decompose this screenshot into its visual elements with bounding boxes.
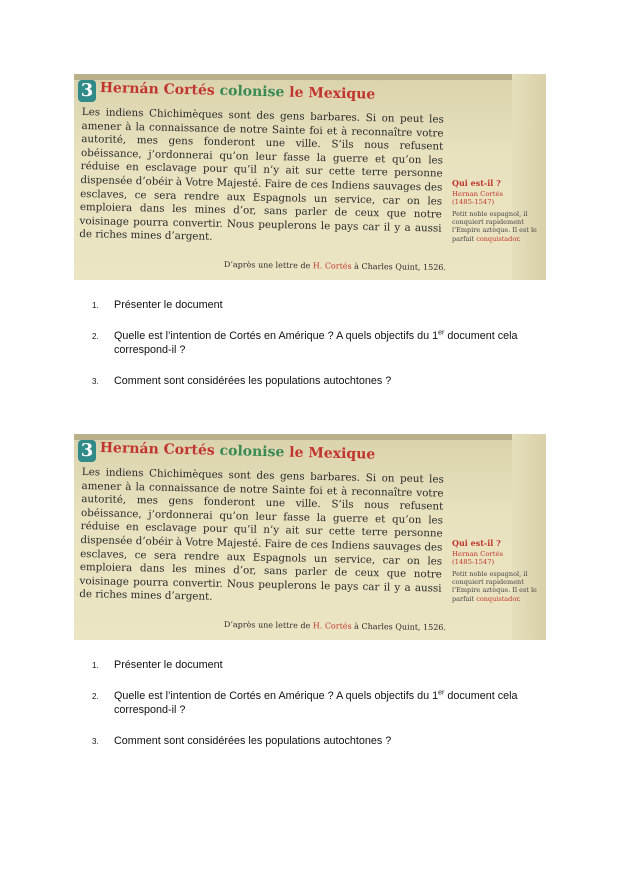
question-text-before: Quelle est l’intention de Cortés en Amérique ? A quels objectifs du 1 bbox=[114, 330, 439, 342]
question-3 bbox=[92, 734, 552, 748]
sidebox-dates: (1485-1547) bbox=[452, 198, 495, 206]
source-author: H. Cortés bbox=[312, 621, 352, 631]
sidebox-highlight: conquistador bbox=[476, 234, 519, 243]
sidebox-highlight: conquistador bbox=[476, 594, 519, 603]
sidebox-name bbox=[452, 550, 544, 566]
document-photo bbox=[74, 74, 546, 280]
question-1 bbox=[92, 658, 552, 672]
source-prefix: D’après une lettre de bbox=[223, 620, 313, 631]
sidebox-description: Petit noble espagnol, il conquiert rapidement l’Empire aztèque. Il est le parfait bbox=[452, 210, 537, 243]
question-sup: er bbox=[438, 689, 445, 697]
document-source bbox=[224, 260, 446, 272]
sidebox-dates: (1485-1547) bbox=[452, 558, 495, 566]
question-number: 3. bbox=[92, 737, 99, 746]
question-text: Présenter le document bbox=[114, 299, 223, 311]
sidebox-text bbox=[452, 570, 544, 603]
source-suffix: à Charles Quint, 1526. bbox=[351, 621, 447, 633]
page-strip bbox=[512, 434, 546, 640]
document-body bbox=[79, 106, 444, 249]
source-prefix: D’après une lettre de bbox=[223, 260, 313, 271]
document-source bbox=[224, 620, 446, 632]
question-1 bbox=[92, 298, 552, 312]
question-number: 2. bbox=[92, 692, 99, 701]
photo-top-edge bbox=[74, 434, 546, 440]
title-part-1: Hernán Cortés bbox=[99, 80, 220, 99]
document-photo bbox=[74, 434, 546, 640]
title-part-3: le Mexique bbox=[289, 84, 376, 103]
question-3 bbox=[92, 374, 552, 388]
sidebox-title: Qui est-il ? bbox=[452, 178, 501, 188]
source-suffix: à Charles Quint, 1526. bbox=[351, 261, 447, 273]
title-part-3: le Mexique bbox=[289, 444, 376, 463]
question-text bbox=[114, 689, 552, 717]
who-is-he-box bbox=[452, 538, 544, 603]
photo-top-edge bbox=[74, 74, 546, 80]
question-2 bbox=[92, 329, 552, 357]
sidebox-description: Petit noble espagnol, il conquiert rapidement l’Empire aztèque. Il est le parfait bbox=[452, 570, 537, 603]
question-number: 1. bbox=[92, 301, 99, 310]
question-text-after: document cela correspond-il ? bbox=[114, 330, 518, 356]
document-number-badge: 3 bbox=[78, 440, 96, 462]
source-author: H. Cortés bbox=[312, 261, 352, 271]
sidebox-name bbox=[452, 190, 544, 206]
document-text: Les indiens Chichimèques sont des gens barbares. Si on peut les amener à la connaissance de notre Sainte foi et à reconnaître votre autorité, mes gens fonderont une ville. S’ils nous refusent obéissance, j’ordonnerai qu’on leur fasse la guerre et qu’on les réduise en esclavage pour qu’il n’y ait sur cette terre personne dispensée d’obéir à Votre Majesté. Faire de ces Indiens sauvages des esclaves, ce sera rendre aux Espagnols un service, car on les emploiera dans les mines d’or, sans parler de ceux que notre voisinage pourra convertir. Nous peuplerons le pays car il y a aussi de riches mines d’argent. bbox=[79, 466, 444, 604]
question-2 bbox=[92, 689, 552, 717]
title-part-1: Hernán Cortés bbox=[99, 440, 220, 459]
document-body bbox=[79, 466, 444, 609]
question-number: 1. bbox=[92, 661, 99, 670]
document-title bbox=[100, 440, 376, 463]
question-text: Comment sont considérées les populations autochtones ? bbox=[114, 375, 392, 387]
sidebox-title: Qui est-il ? bbox=[452, 538, 501, 548]
sidebox-name-text: Hernan Cortés bbox=[452, 550, 503, 558]
document-text: Les indiens Chichimèques sont des gens barbares. Si on peut les amener à la connaissance de notre Sainte foi et à reconnaître votre autorité, mes gens fonderont une ville. S’ils nous refusent obéissance, j’ordonnerai qu’on leur fasse la guerre et qu’on les réduise en esclavage pour qu’il n’y ait sur cette terre personne dispensée d’obéir à Votre Majesté. Faire de ces Indiens sauvages des esclaves, ce sera rendre aux Espagnols un service, car on les emploiera dans les mines d’or, sans parler de ceux que notre voisinage pourra convertir. Nous peuplerons le pays car il y a aussi de riches mines d’argent. bbox=[79, 106, 444, 244]
page-strip bbox=[512, 74, 546, 280]
question-number: 3. bbox=[92, 377, 99, 386]
sidebox-end: . bbox=[518, 234, 521, 243]
question-sup: er bbox=[438, 329, 445, 337]
sidebox-name-text: Hernan Cortés bbox=[452, 190, 503, 198]
question-text: Présenter le document bbox=[114, 659, 223, 671]
title-part-2: colonise bbox=[219, 82, 290, 101]
question-number: 2. bbox=[92, 332, 99, 341]
who-is-he-box bbox=[452, 178, 544, 243]
question-text bbox=[114, 329, 552, 357]
question-text-before: Quelle est l’intention de Cortés en Amérique ? A quels objectifs du 1 bbox=[114, 690, 439, 702]
document-number-badge: 3 bbox=[78, 80, 96, 102]
question-text: Comment sont considérées les populations autochtones ? bbox=[114, 735, 392, 747]
question-text-after: document cela correspond-il ? bbox=[114, 690, 518, 716]
sidebox-end: . bbox=[518, 594, 521, 603]
sidebox-text bbox=[452, 210, 544, 243]
document-title bbox=[100, 80, 376, 103]
title-part-2: colonise bbox=[219, 442, 290, 461]
